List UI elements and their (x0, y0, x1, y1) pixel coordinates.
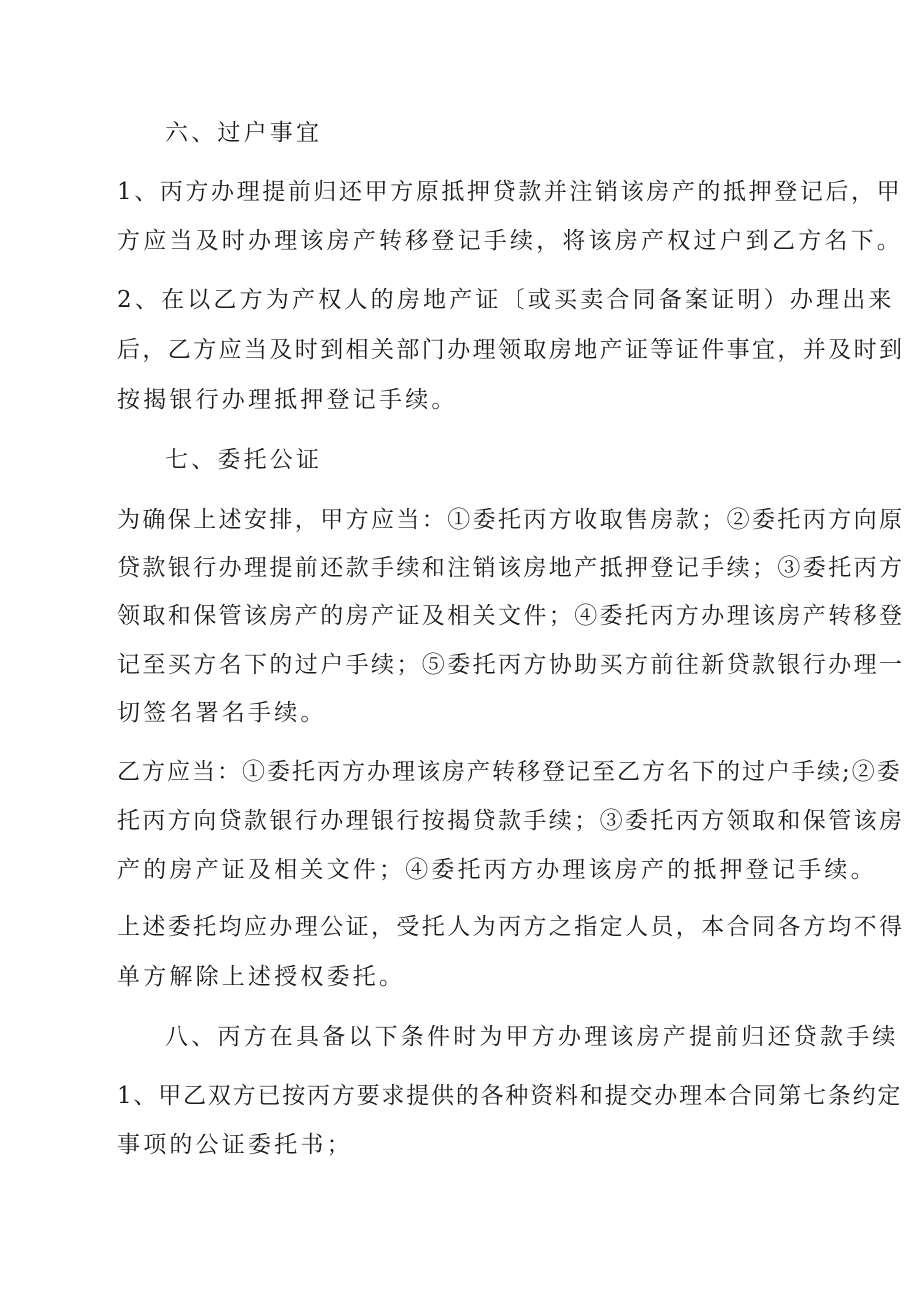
section-6-item-1-line-1: 1、丙方办理提前归还甲方原抵押贷款并注销该房产的抵押登记后，甲 (117, 179, 903, 205)
section-6-heading: 六、过户事宜 (165, 120, 323, 146)
section-7-heading: 七、委托公证 (165, 447, 323, 473)
section-8-heading: 八、丙方在具备以下条件时为甲方办理该房产提前归还贷款手续 (165, 1024, 899, 1050)
section-7-para-3-line-2: 单方解除上述授权委托。 (117, 964, 406, 990)
section-7-para-1-line-2: 贷款银行办理提前还款手续和注销该房地产抵押登记手续；③委托丙方 (117, 555, 905, 581)
section-6-item-2-line-1: 2、在以乙方为产权人的房地产证〔或买卖合同备案证明）办理出来 (117, 287, 895, 313)
section-7-para-1-line-1: 为确保上述安排，甲方应当：①委托丙方收取售房款；②委托丙方向原 (117, 507, 905, 533)
section-6-item-2-line-2: 后，乙方应当及时到相关部门办理领取房地产证等证件事宜，并及时到 (117, 337, 905, 363)
section-6-item-2-line-3: 按揭银行办理抵押登记手续。 (117, 387, 458, 413)
section-8-item-1-line-1: 1、甲乙双方已按丙方要求提供的各种资料和提交办理本合同第七条约定 (117, 1083, 903, 1109)
section-7-para-1-line-4: 记至买方名下的过户手续；⑤委托丙方协助买方前往新贷款银行办理一 (117, 652, 905, 678)
section-7-para-1-line-3: 领取和保管该房产的房产证及相关文件；④委托丙方办理该房产转移登 (117, 603, 905, 629)
section-7-para-1-line-5: 切签名署名手续。 (117, 700, 327, 726)
section-7-para-2-line-2: 托丙方向贷款银行办理银行按揭贷款手续；③委托丙方领取和保管该房 (117, 808, 905, 834)
section-7-para-3-line-1: 上述委托均应办理公证，受托人为丙方之指定人员，本合同各方均不得 (117, 914, 905, 940)
section-7-para-2-line-3: 产的房产证及相关文件；④委托丙方办理该房产的抵押登记手续。 (117, 857, 877, 883)
section-7-para-2-line-1: 乙方应当：①委托丙方办理该房产转移登记至乙方名下的过户手续;②委 (117, 759, 902, 785)
section-6-item-1-line-2: 方应当及时办理该房产转移登记手续，将该房产权过户到乙方名下。 (117, 228, 903, 254)
section-8-item-1-line-2: 事项的公证委托书； (117, 1132, 353, 1158)
